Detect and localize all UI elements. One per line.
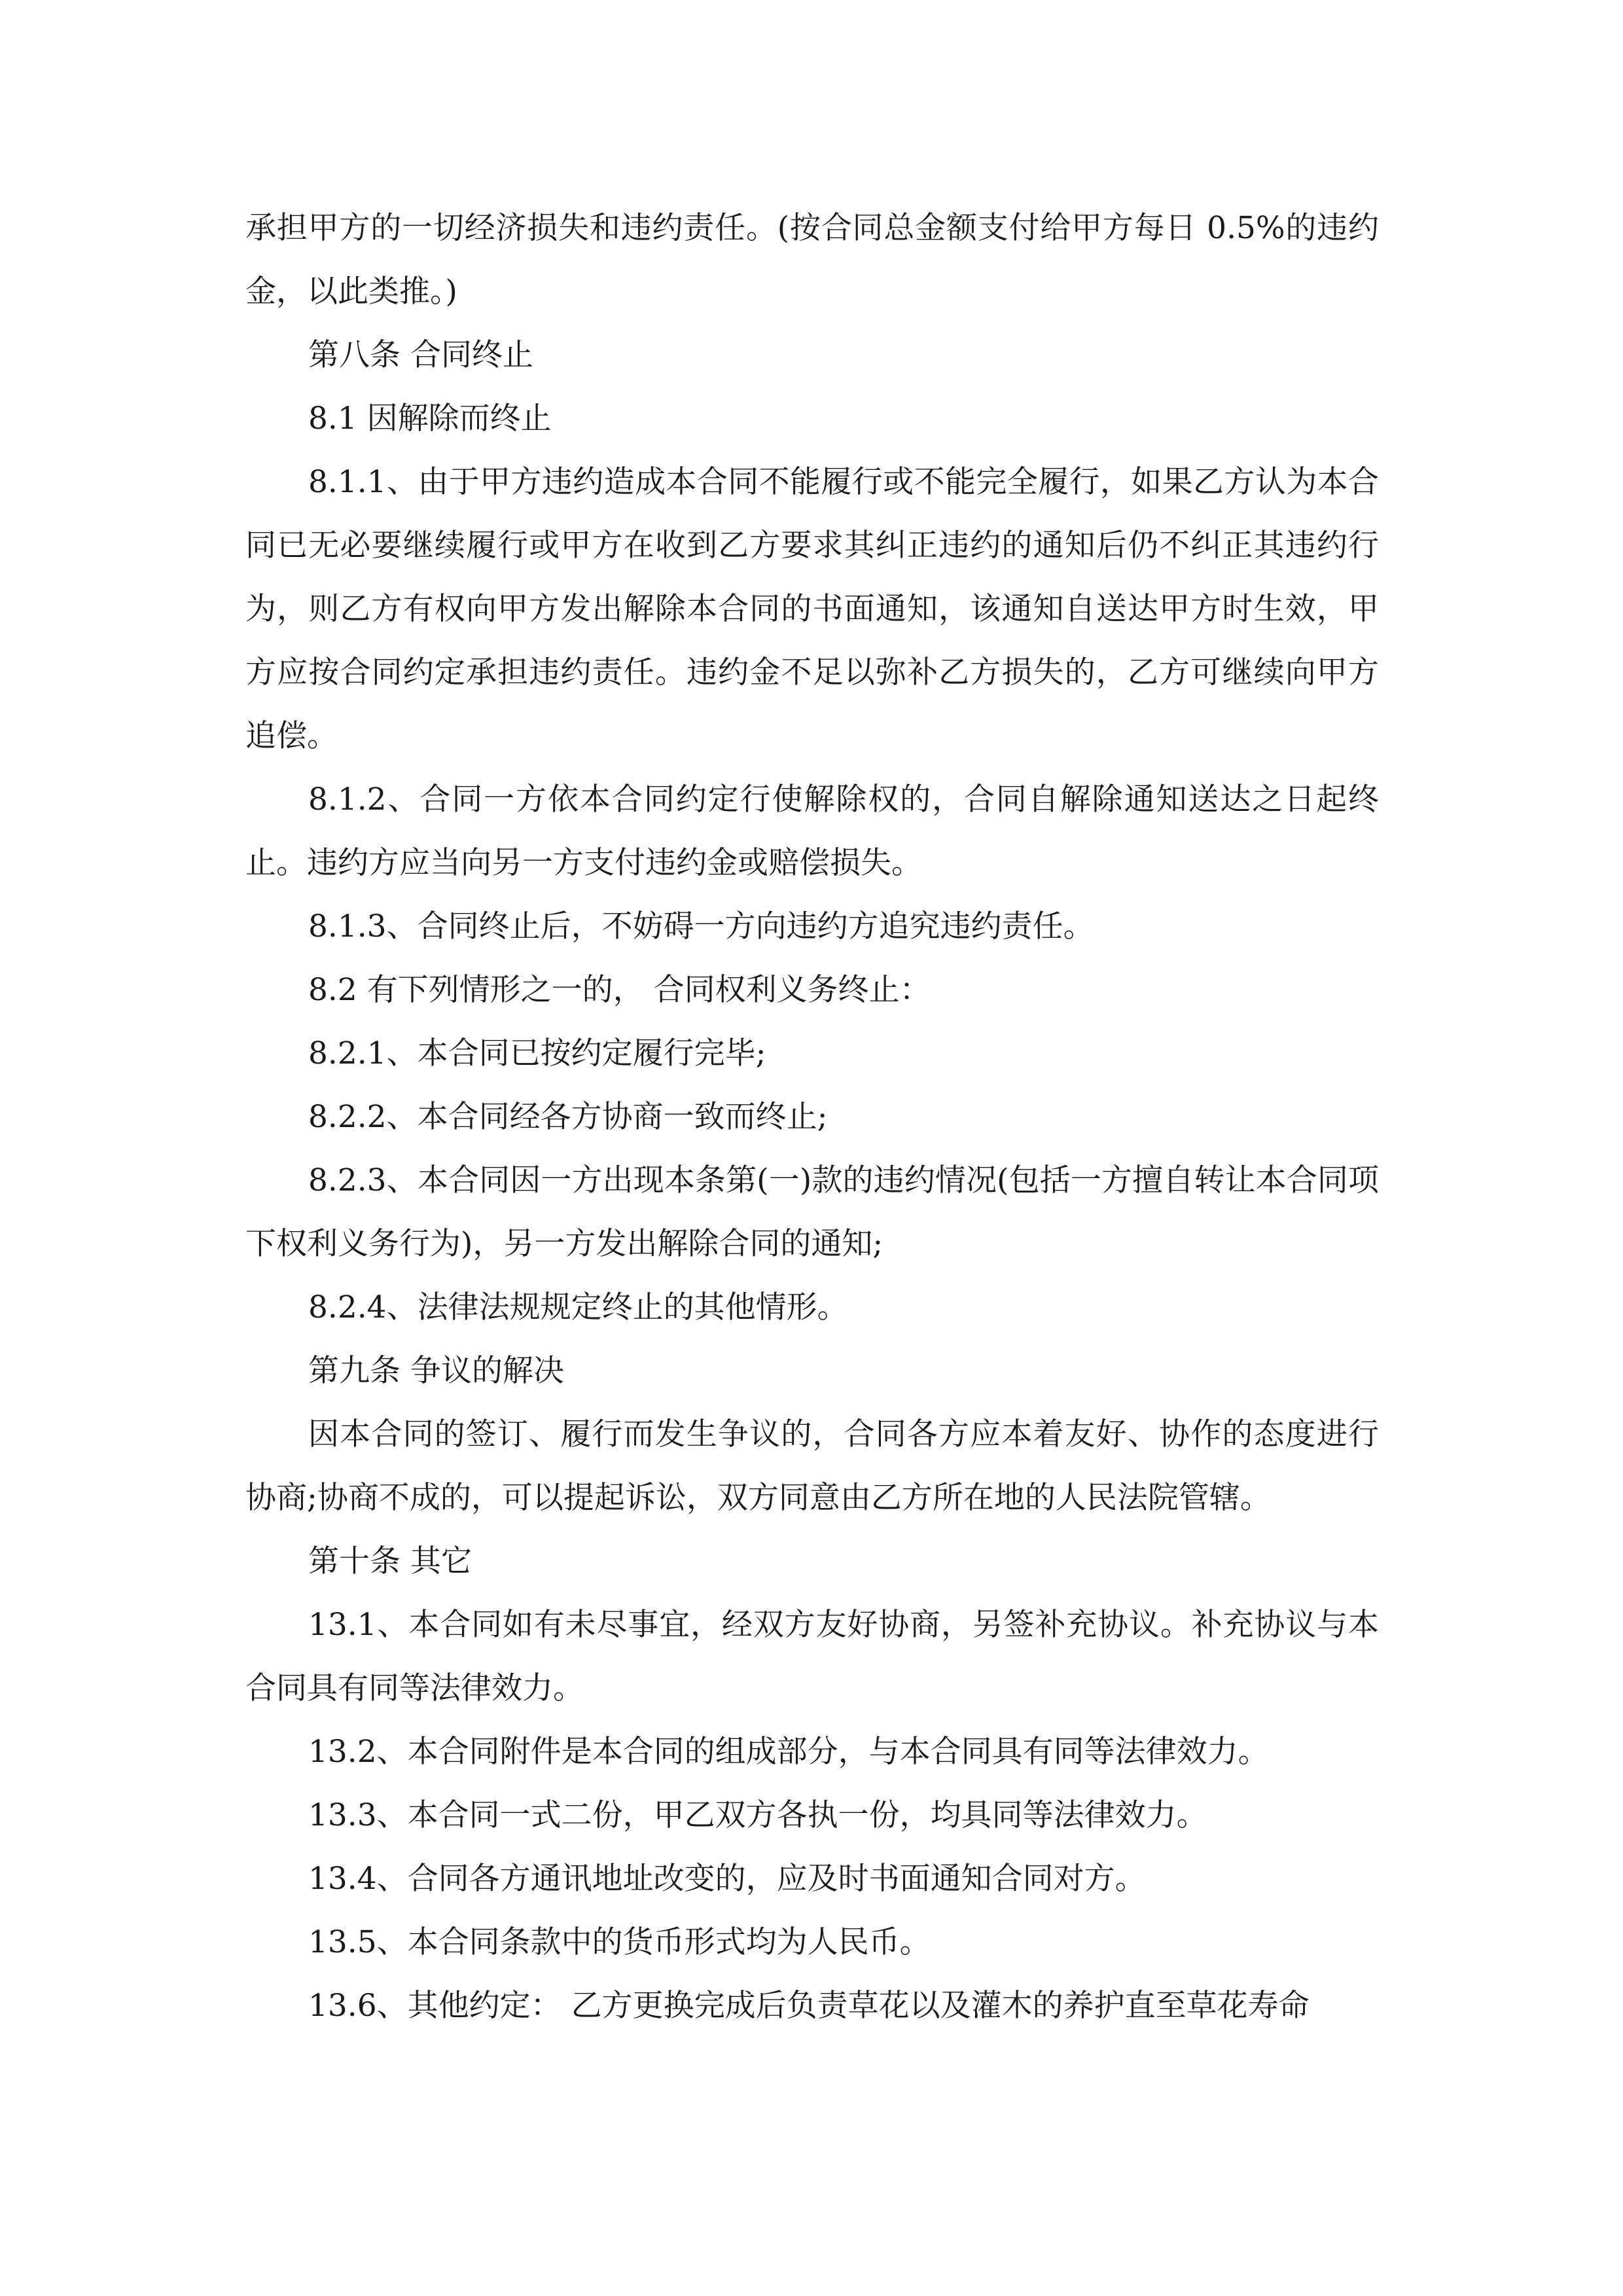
clause-8-1: 8.1 因解除而终止 <box>308 401 552 437</box>
clause-13-5: 13.5、本合同条款中的货币形式均为人民币。 <box>308 1924 931 1960</box>
clause-13-6: 13.6、其他约定： 乙方更换完成后负责草花以及灌木的养护直至草花寿命 <box>308 1988 1310 2024</box>
clause-13-2: 13.2、本合同附件是本合同的组成部分，与本合同具有同等法律效力。 <box>308 1734 1269 1770</box>
paragraph-liability-continued: 承担甲方的一切经济损失和违约责任。(按合同总金额支付给甲方每日 0.5%的违约金，以此类推。) <box>245 210 1379 310</box>
clause-8-2-2: 8.2.2、本合同经各方协商一致而终止; <box>308 1099 828 1135</box>
clause-13-3: 13.3、本合同一式二份，甲乙双方各执一份，均具同等法律效力。 <box>308 1797 1207 1833</box>
clause-8-1-3: 8.1.3、合同终止后，不妨碍一方向违约方追究违约责任。 <box>308 908 1094 944</box>
clause-8-2: 8.2 有下列情形之一的， 合同权利义务终止： <box>308 972 931 1008</box>
clause-8-1-2: 8.1.2、合同一方依本合同约定行使解除权的，合同自解除通知送达之日起终止。违约方应当向另一方支付违约金或赔偿损失。 <box>245 781 1379 881</box>
clause-8-2-3: 8.2.3、本合同因一方出现本条第(一)款的违约情况(包括一方擅自转让本合同项下权利义务行为)，另一方发出解除合同的通知; <box>245 1162 1379 1262</box>
clause-8-2-4: 8.2.4、法律法规规定终止的其他情形。 <box>308 1289 848 1325</box>
clause-8-1-1: 8.1.1、由于甲方违约造成本合同不能履行或不能完全履行，如果乙方认为本合同已无必要继续履行或甲方在收到乙方要求其纠正违约的通知后仍不纠正其违约行为，则乙方有权向甲方发出解除本合同的书面通知，该通知自送达甲方时生效，甲方应按合同约定承担违约责任。违约金不足以弥补乙方损失的，乙方可继续向甲方追偿。 <box>245 464 1379 754</box>
heading-article-8: 第八条 合同终止 <box>308 337 533 373</box>
clause-8-2-1: 8.2.1、本合同已按约定履行完毕; <box>308 1035 766 1071</box>
clause-13-4: 13.4、合同各方通讯地址改变的，应及时书面通知合同对方。 <box>308 1861 1146 1897</box>
heading-article-10: 第十条 其它 <box>308 1543 472 1579</box>
heading-article-9: 第九条 争议的解决 <box>308 1353 564 1389</box>
clause-13-1: 13.1、本合同如有未尽事宜，经双方友好协商，另签补充协议。补充协议与本合同具有同等法律效力。 <box>245 1607 1379 1706</box>
document-body <box>245 196 1379 2037</box>
paragraph-dispute-resolution: 因本合同的签订、履行而发生争议的，合同各方应本着友好、协作的态度进行协商;协商不成的，可以提起诉讼，双方同意由乙方所在地的人民法院管辖。 <box>245 1416 1379 1516</box>
